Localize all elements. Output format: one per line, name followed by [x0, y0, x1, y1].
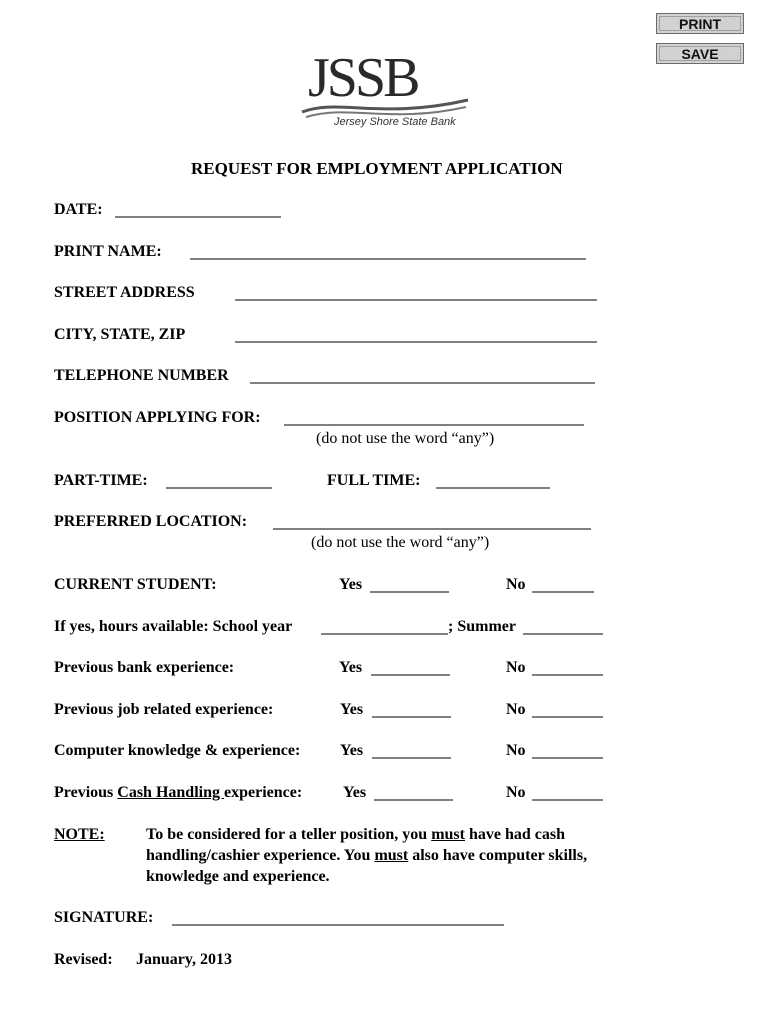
revised-date: January, 2013: [136, 951, 233, 968]
cash-handling-underlined: Cash Handling: [117, 784, 224, 801]
student-no-field[interactable]: [532, 591, 594, 593]
cash-prefix: Previous: [54, 784, 118, 801]
street-address-label: STREET ADDRESS: [54, 284, 195, 301]
current-student-label: CURRENT STUDENT:: [54, 576, 217, 593]
part-time-field[interactable]: [166, 487, 272, 489]
signature-label: SIGNATURE:: [54, 909, 154, 926]
telephone-label: TELEPHONE NUMBER: [54, 367, 229, 384]
city-state-zip-field[interactable]: [235, 341, 597, 343]
street-address-field[interactable]: [235, 299, 597, 301]
position-label: POSITION APPLYING FOR:: [54, 409, 261, 426]
note-label: NOTE:: [54, 826, 105, 843]
revised-label: Revised:: [54, 951, 113, 968]
job-no-field[interactable]: [532, 716, 603, 718]
cash-no-field[interactable]: [532, 799, 603, 801]
job-yes-label: Yes: [340, 701, 364, 718]
preferred-location-field[interactable]: [273, 528, 591, 530]
hours-label: If yes, hours available: School year: [54, 618, 293, 635]
summer-label: ; Summer: [448, 618, 516, 635]
bank-yes-label: Yes: [339, 659, 363, 676]
computer-yes-label: Yes: [340, 742, 364, 759]
school-year-field[interactable]: [321, 633, 448, 635]
job-yes-field[interactable]: [372, 716, 451, 718]
student-yes-label: Yes: [339, 576, 363, 593]
cash-yes-label: Yes: [343, 784, 367, 801]
cash-handling-label: [54, 784, 302, 802]
student-no-label: No: [506, 576, 526, 593]
bank-experience-label: Previous bank experience:: [54, 659, 235, 676]
telephone-field[interactable]: [250, 382, 595, 384]
print-button[interactable]: PRINT: [656, 13, 744, 34]
cash-yes-field[interactable]: [374, 799, 453, 801]
note-line-1: To be considered for a teller position, you must have had cash: [146, 826, 566, 843]
bank-yes-field[interactable]: [371, 674, 450, 676]
page-title: REQUEST FOR EMPLOYMENT APPLICATION: [191, 159, 563, 178]
job-no-label: No: [506, 701, 526, 718]
preferred-location-label: PREFERRED LOCATION:: [54, 513, 248, 530]
full-time-field[interactable]: [436, 487, 550, 489]
student-yes-field[interactable]: [370, 591, 449, 593]
computer-no-field[interactable]: [532, 757, 603, 759]
signature-field[interactable]: [172, 924, 504, 926]
computer-no-label: No: [506, 742, 526, 759]
city-state-zip-label: CITY, STATE, ZIP: [54, 326, 186, 343]
jssb-logo: [300, 47, 470, 136]
computer-experience-label: Computer knowledge & experience:: [54, 742, 301, 759]
location-note: (do not use the word “any”): [311, 534, 490, 551]
job-experience-label: Previous job related experience:: [54, 701, 274, 718]
part-time-label: PART-TIME:: [54, 472, 148, 489]
print-name-label: PRINT NAME:: [54, 243, 162, 260]
position-field[interactable]: [284, 424, 584, 426]
print-name-field[interactable]: [190, 258, 586, 260]
note-line-2: handling/cashier experience. You must also have computer skills,: [146, 847, 588, 864]
position-note: (do not use the word “any”): [316, 430, 495, 447]
cash-suffix: experience:: [223, 784, 303, 801]
full-time-label: FULL TIME:: [327, 472, 421, 489]
date-field[interactable]: [115, 216, 281, 218]
cash-no-label: No: [506, 784, 526, 801]
save-button[interactable]: SAVE: [656, 43, 744, 64]
computer-yes-field[interactable]: [372, 757, 451, 759]
bank-no-field[interactable]: [532, 674, 603, 676]
bank-no-label: No: [506, 659, 526, 676]
summer-field[interactable]: [523, 633, 603, 635]
note-line-3: knowledge and experience.: [146, 868, 330, 885]
date-label: DATE:: [54, 201, 103, 218]
logo-tagline: Jersey Shore State Bank: [334, 116, 456, 128]
logo-letters: JSSB: [308, 47, 418, 109]
